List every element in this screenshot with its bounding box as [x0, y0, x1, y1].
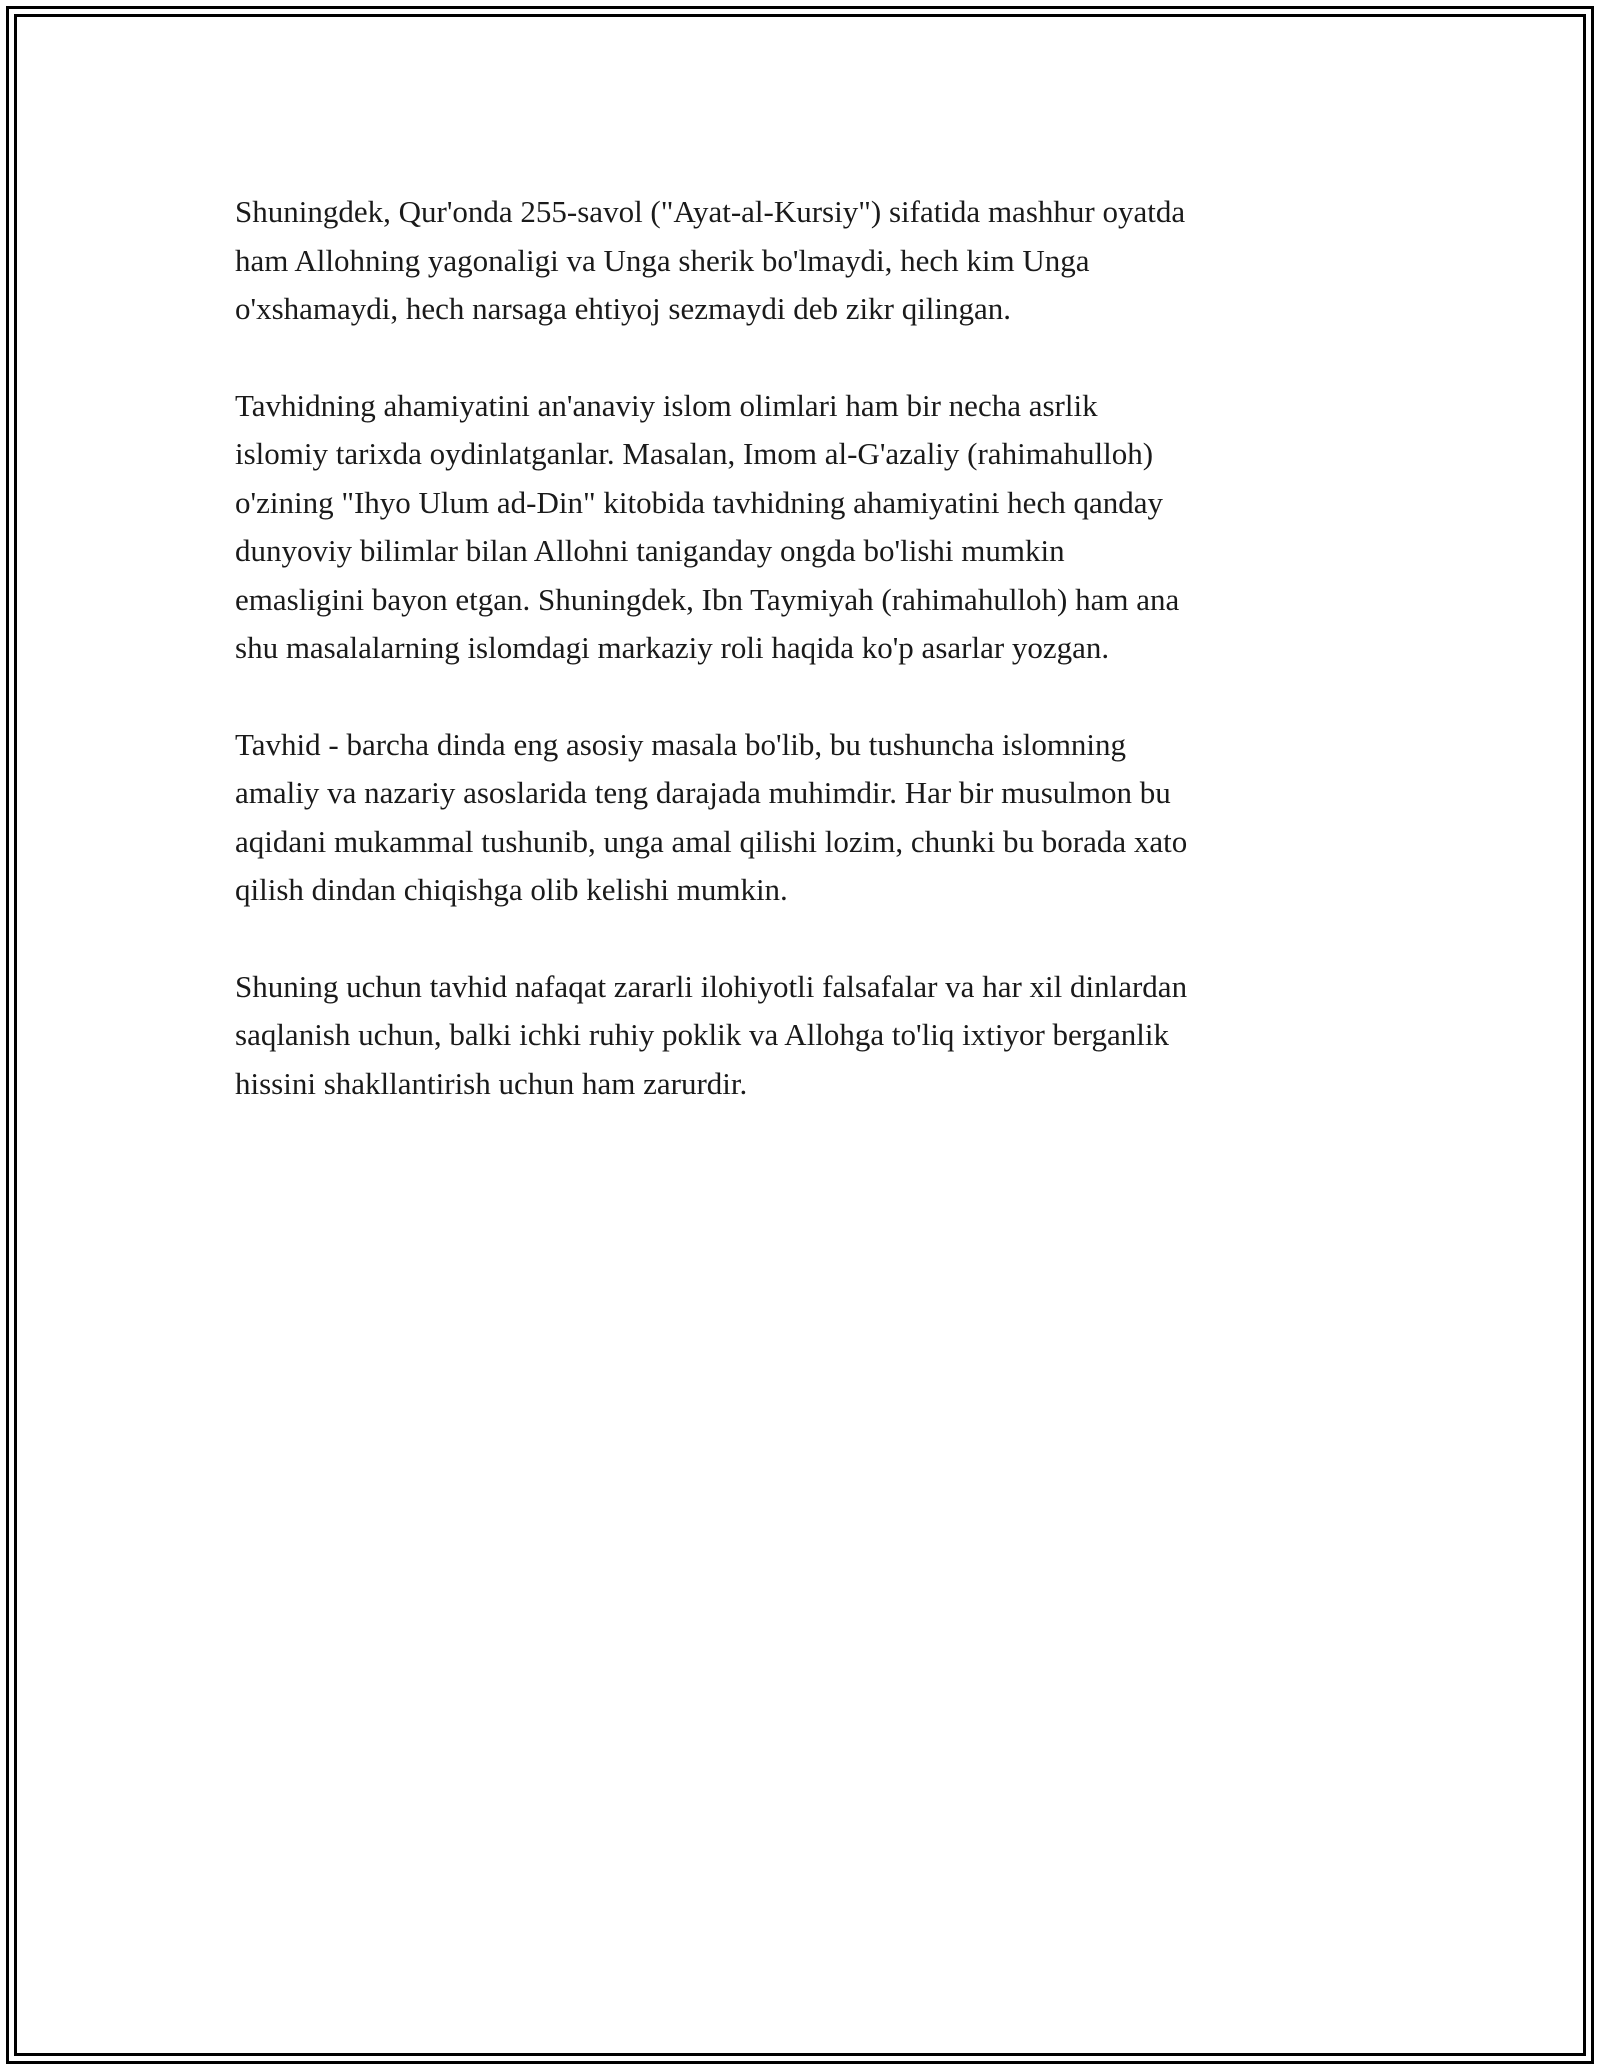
- paragraph-2: [235, 382, 1385, 673]
- paragraph-line: islomiy tarixda oydinlatganlar. Masalan, Imom al-G'azaliy (rahimahulloh): [235, 436, 1154, 471]
- paragraph-4: [235, 963, 1385, 1109]
- paragraph-line: Tavhidning ahamiyatini an'anaviy islom olimlari ham bir necha asrlik: [235, 387, 1098, 423]
- paragraph-line: shu masalalarning islomdagi markaziy roli haqida ko'p asarlar yozgan.: [235, 630, 1110, 665]
- paragraph-3: [235, 721, 1385, 915]
- document-body: [235, 188, 1385, 1156]
- paragraph-line: Tavhid - barcha dinda eng asosiy masala bo'lib, bu tushuncha islomning: [235, 726, 1127, 762]
- paragraph-line: o'xshamaydi, hech narsaga ehtiyoj sezmaydi deb zikr qilingan.: [235, 291, 1012, 326]
- paragraph-line: amaliy va nazariy asoslarida teng darajada muhimdir. Har bir musulmon bu: [235, 775, 1171, 810]
- paragraph-line: o'zining "Ihyo Ulum ad-Din" kitobida tavhidning ahamiyatini hech qanday: [235, 484, 1163, 520]
- paragraph-1: [235, 188, 1385, 334]
- paragraph-line: qilish dindan chiqishga olib kelishi mumkin.: [235, 872, 788, 907]
- paragraph-line: dunyoviy bilimlar bilan Allohni taniganday ongda bo'lishi mumkin: [235, 533, 1065, 568]
- paragraph-line: Shuning uchun tavhid nafaqat zararli ilohiyotli falsafalar va har xil dinlardan: [235, 968, 1188, 1004]
- paragraph-line: emasligini bayon etgan. Shuningdek, Ibn Taymiyah (rahimahulloh) ham ana: [235, 581, 1180, 617]
- paragraph-line: hissini shakllantirish uchun ham zarurdir.: [235, 1065, 748, 1101]
- paragraph-line: aqidani mukammal tushunib, unga amal qilishi lozim, chunki bu borada xato: [235, 823, 1188, 859]
- paragraph-line: saqlanish uchun, balki ichki ruhiy poklik va Allohga to'liq ixtiyor berganlik: [235, 1017, 1170, 1052]
- paragraph-line: ham Allohning yagonaligi va Unga sherik bo'lmaydi, hech kim Unga: [235, 242, 1090, 278]
- paragraph-line: Shuningdek, Qur'onda 255-savol ("Ayat-al-Kursiy") sifatida mashhur oyatda: [235, 194, 1186, 229]
